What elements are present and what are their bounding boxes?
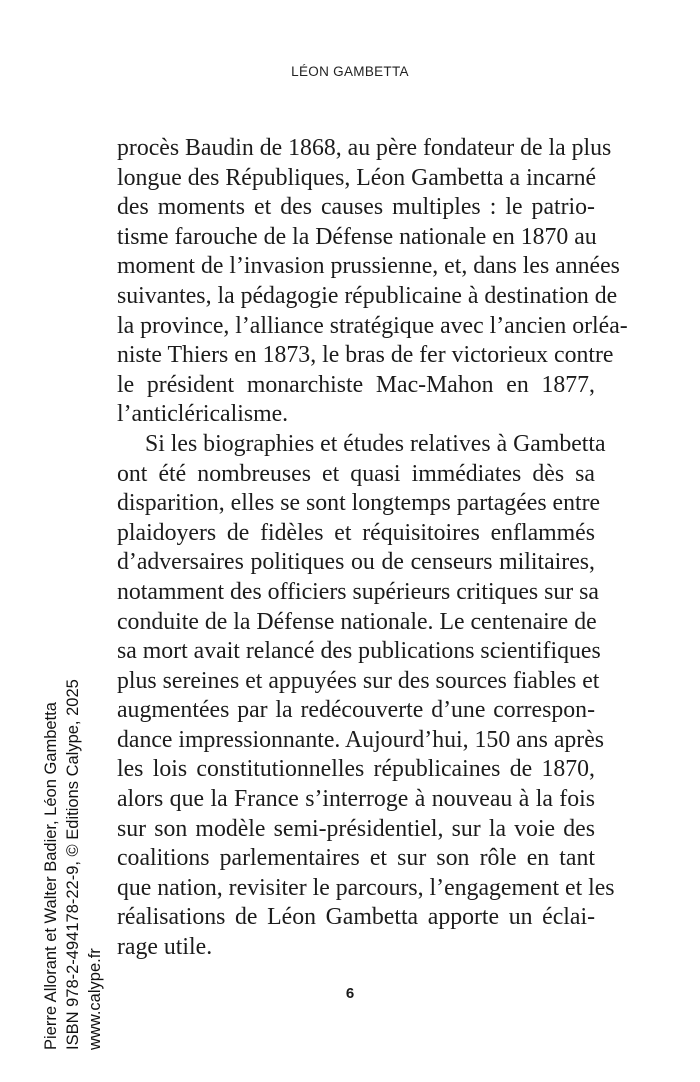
text-line: augmentées par la redécouverte d’une correspon- bbox=[117, 697, 595, 724]
text-line: le président monarchiste Mac-Mahon en 1877, bbox=[117, 371, 595, 398]
text-line: des moments et des causes multiples : le patrio- bbox=[117, 194, 595, 221]
text-line: plus sereines et appuyées sur des sources fiables et bbox=[117, 667, 600, 694]
running-title: LÉON GAMBETTA bbox=[291, 64, 409, 79]
text-line: les lois constitutionnelles républicaines de 1870, bbox=[117, 756, 595, 783]
text-line: sur son modèle semi-présidentiel, sur la voie des bbox=[117, 815, 595, 842]
text-line: la province, l’alliance stratégique avec l’ancien orléa- bbox=[117, 312, 628, 339]
paragraph-1 bbox=[117, 134, 628, 430]
text-line: coalitions parlementaires et sur son rôle en tant bbox=[117, 845, 595, 872]
text-line: plaidoyers de fidèles et réquisitoires enflammés bbox=[117, 519, 595, 546]
text-line: l’anticléricalisme. bbox=[117, 401, 289, 428]
text-line: d’adversaires politiques ou de censeurs militaires, bbox=[117, 549, 595, 576]
text-line: disparition, elles se sont longtemps partagées entre bbox=[117, 490, 601, 517]
text-line: notamment des officiers supérieurs critiques sur sa bbox=[117, 578, 599, 605]
side-credits bbox=[40, 679, 106, 1050]
credits-website: www.calype.fr bbox=[86, 948, 104, 1050]
paragraph-2 bbox=[117, 430, 615, 963]
page-number: 6 bbox=[345, 985, 355, 1002]
credits-isbn-publisher: ISBN 978-2-494178-22-9, © Editions Calype, 2025 bbox=[64, 679, 82, 1050]
text-line: rage utile. bbox=[117, 934, 213, 961]
text-line: moment de l’invasion prussienne, et, dans les années bbox=[117, 253, 620, 280]
body-text bbox=[117, 134, 628, 963]
text-line: longue des Républiques, Léon Gambetta a incarné bbox=[117, 164, 597, 191]
text-line: tisme farouche de la Défense nationale en 1870 au bbox=[117, 223, 597, 250]
text-line: sa mort avait relancé des publications scientifiques bbox=[117, 638, 601, 665]
credits-authors-title: Pierre Allorant et Walter Badier, Léon Gambetta bbox=[42, 702, 60, 1050]
text-line: que nation, revisiter le parcours, l’engagement et les bbox=[117, 874, 615, 901]
text-line: suivantes, la pédagogie républicaine à destination de bbox=[117, 282, 618, 309]
text-line: alors que la France s’interroge à nouveau à la fois bbox=[117, 786, 595, 813]
text-line: réalisations de Léon Gambetta apporte un éclai- bbox=[117, 904, 595, 931]
text-line: procès Baudin de 1868, au père fondateur de la plus bbox=[117, 135, 612, 161]
text-line: ont été nombreuses et quasi immédiates dès sa bbox=[117, 460, 595, 487]
text-line: Si les biographies et études relatives à Gambetta bbox=[145, 430, 606, 457]
text-line: dance impressionnante. Aujourd’hui, 150 ans après bbox=[117, 726, 605, 753]
text-line: niste Thiers en 1873, le bras de fer victorieux contre bbox=[117, 342, 614, 369]
text-line: conduite de la Défense nationale. Le centenaire de bbox=[117, 608, 597, 635]
